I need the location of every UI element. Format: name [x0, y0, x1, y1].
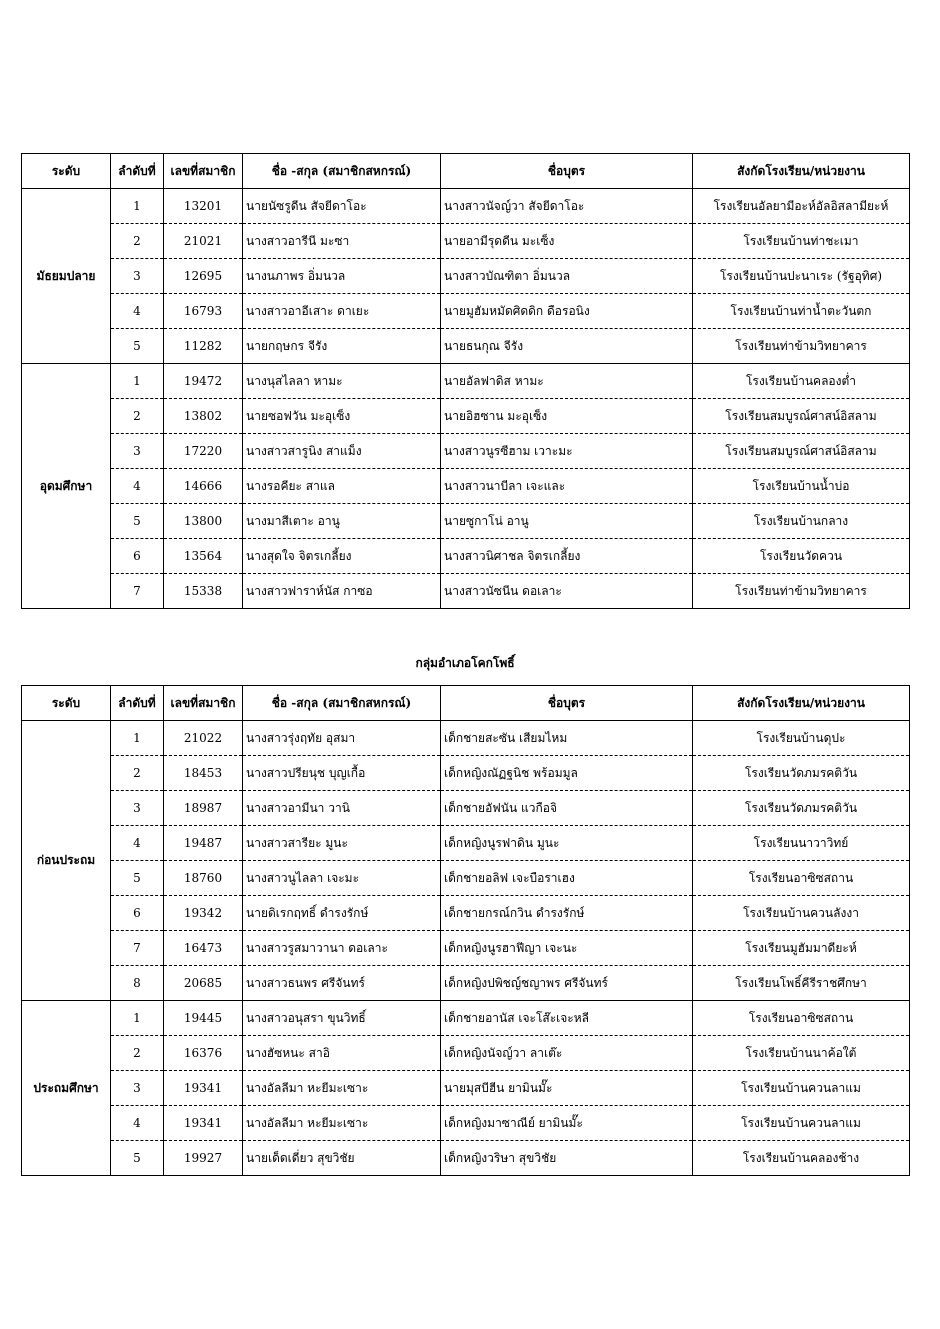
member-id-cell: 16473	[164, 931, 243, 966]
school-cell: โรงเรียนบ้านคลองช้าง	[693, 1141, 910, 1176]
child-name-cell: เด็กชายอลิฟ เจะบือราเฮง	[441, 861, 693, 896]
member-name-cell: นางอัลลีมา หะยีมะเซาะ	[243, 1071, 441, 1106]
child-name-cell: เด็กหญิงวริษา สุขวิชัย	[441, 1141, 693, 1176]
table-row	[22, 1071, 910, 1106]
child-name-cell: นายมุสบีฮีน ยามินมั๊ะ	[441, 1071, 693, 1106]
table-row	[22, 399, 910, 434]
child-name-cell: นายซูกาโน่ อานู	[441, 504, 693, 539]
school-cell: โรงเรียนบ้านท่าน้ำตะวันตก	[693, 294, 910, 329]
header-child-name: ชื่อบุตร	[441, 154, 693, 189]
table-row	[22, 434, 910, 469]
member-id-cell: 20685	[164, 966, 243, 1001]
child-name-cell: นางสาวนัจญ์วา สัจยีดาโอะ	[441, 189, 693, 224]
level-cell: อุดมศึกษา	[22, 364, 111, 609]
member-id-cell: 16793	[164, 294, 243, 329]
school-cell: โรงเรียนสมบูรณ์ศาสน์อิสลาม	[693, 399, 910, 434]
header-order: ลำดับที่	[111, 154, 164, 189]
table-row	[22, 574, 910, 609]
table-row	[22, 1036, 910, 1071]
table-row	[22, 1001, 910, 1036]
order-cell: 7	[111, 931, 164, 966]
child-name-cell: เด็กชายสะซัน เสียมไหม	[441, 721, 693, 756]
header-member-name: ชื่อ -สกุล (สมาชิกสหกรณ์)	[243, 154, 441, 189]
member-id-cell: 18987	[164, 791, 243, 826]
member-name-cell: นายซอฟวัน มะอุเซ็ง	[243, 399, 441, 434]
member-id-cell: 13800	[164, 504, 243, 539]
table-row	[22, 931, 910, 966]
header-order: ลำดับที่	[111, 686, 164, 721]
level-cell: มัธยมปลาย	[22, 189, 111, 364]
school-cell: โรงเรียนวัดควน	[693, 539, 910, 574]
order-cell: 5	[111, 1141, 164, 1176]
table-body	[22, 721, 910, 1176]
scholarship-table-2	[21, 685, 910, 1176]
order-cell: 1	[111, 1001, 164, 1036]
school-cell: โรงเรียนบ้านกลาง	[693, 504, 910, 539]
table-row	[22, 329, 910, 364]
order-cell: 6	[111, 896, 164, 931]
table-row	[22, 189, 910, 224]
order-cell: 2	[111, 224, 164, 259]
order-cell: 3	[111, 791, 164, 826]
header-level: ระดับ	[22, 154, 111, 189]
member-name-cell: นางฮัซหนะ สาอิ	[243, 1036, 441, 1071]
child-name-cell: เด็กหญิงมาซาณีย์ ยามินมั๊ะ	[441, 1106, 693, 1141]
child-name-cell: เด็กหญิงณัฏฐนิช พร้อมมูล	[441, 756, 693, 791]
header-member-id: เลขที่สมาชิก	[164, 686, 243, 721]
member-name-cell: นางสาวอนุสรา ขุนวิทธิ์	[243, 1001, 441, 1036]
member-name-cell: นางสาวฟาราห์นัส กาซอ	[243, 574, 441, 609]
order-cell: 7	[111, 574, 164, 609]
order-cell: 1	[111, 364, 164, 399]
member-id-cell: 16376	[164, 1036, 243, 1071]
header-member-name: ชื่อ -สกุล (สมาชิกสหกรณ์)	[243, 686, 441, 721]
order-cell: 5	[111, 861, 164, 896]
member-name-cell: นางสาวธนพร ศรีจันทร์	[243, 966, 441, 1001]
order-cell: 4	[111, 469, 164, 504]
child-name-cell: เด็กหญิงนูรฮาฟีญา เจะนะ	[441, 931, 693, 966]
member-name-cell: นางสาวอามีนา วานิ	[243, 791, 441, 826]
table-row	[22, 966, 910, 1001]
member-name-cell: นางสาวสารียะ มูนะ	[243, 826, 441, 861]
school-cell: โรงเรียนนาวาวิทย์	[693, 826, 910, 861]
table-header-row	[22, 154, 910, 189]
child-name-cell: เด็กหญิงนูรฟาดิน มูนะ	[441, 826, 693, 861]
member-name-cell: นายดิเรกฤทธิ์ ดำรงรักษ์	[243, 896, 441, 931]
order-cell: 4	[111, 1106, 164, 1141]
member-name-cell: นางนุสไลลา หามะ	[243, 364, 441, 399]
member-id-cell: 12695	[164, 259, 243, 294]
child-name-cell: นางสาวนูรซีฮาม เวาะมะ	[441, 434, 693, 469]
child-name-cell: นายอามีรุดดีน มะเซ็ง	[441, 224, 693, 259]
member-name-cell: นายนัซรูดีน สัจยีดาโอะ	[243, 189, 441, 224]
member-name-cell: นางรอคียะ สาแล	[243, 469, 441, 504]
scholarship-table-1	[21, 153, 910, 609]
header-member-id: เลขที่สมาชิก	[164, 154, 243, 189]
order-cell: 3	[111, 1071, 164, 1106]
member-name-cell: นางสุดใจ จิตรเกลี้ยง	[243, 539, 441, 574]
school-cell: โรงเรียนวัดภมรคติวัน	[693, 791, 910, 826]
table-row	[22, 756, 910, 791]
school-cell: โรงเรียนท่าข้ามวิทยาคาร	[693, 329, 910, 364]
member-id-cell: 21022	[164, 721, 243, 756]
header-level: ระดับ	[22, 686, 111, 721]
member-name-cell: นางสาวอาอีเสาะ ดาเยะ	[243, 294, 441, 329]
member-id-cell: 19472	[164, 364, 243, 399]
member-id-cell: 13201	[164, 189, 243, 224]
order-cell: 1	[111, 189, 164, 224]
member-name-cell: นางอัลลีมา หะยีมะเซาะ	[243, 1106, 441, 1141]
table-row	[22, 364, 910, 399]
order-cell: 1	[111, 721, 164, 756]
child-name-cell: นายอัลฟาดิส หามะ	[441, 364, 693, 399]
school-cell: โรงเรียนบ้านน้ำบ่อ	[693, 469, 910, 504]
school-cell: โรงเรียนโพธิ์คีรีราชศึกษา	[693, 966, 910, 1001]
member-id-cell: 14666	[164, 469, 243, 504]
table-row	[22, 896, 910, 931]
member-id-cell: 19927	[164, 1141, 243, 1176]
school-cell: โรงเรียนบ้านควนลาแม	[693, 1106, 910, 1141]
member-id-cell: 19445	[164, 1001, 243, 1036]
table-row	[22, 861, 910, 896]
school-cell: โรงเรียนอัลยามีอะห์อัลอิสลามียะห์	[693, 189, 910, 224]
child-name-cell: นายอิฮซาน มะอุเซ็ง	[441, 399, 693, 434]
child-name-cell: นายธนกุณ จีรัง	[441, 329, 693, 364]
school-cell: โรงเรียนบ้านควนลาแม	[693, 1071, 910, 1106]
child-name-cell: นายมูฮัมหมัดศิดดิก ดือรอนิง	[441, 294, 693, 329]
table-row	[22, 259, 910, 294]
child-name-cell: เด็กหญิงนัจญ์วา ลาเต๊ะ	[441, 1036, 693, 1071]
table-row	[22, 791, 910, 826]
order-cell: 8	[111, 966, 164, 1001]
order-cell: 5	[111, 504, 164, 539]
order-cell: 3	[111, 434, 164, 469]
school-cell: โรงเรียนบ้านปะนาเระ (รัฐอุทิศ)	[693, 259, 910, 294]
member-id-cell: 19341	[164, 1106, 243, 1141]
member-id-cell: 19341	[164, 1071, 243, 1106]
table-header-row	[22, 686, 910, 721]
table-row	[22, 294, 910, 329]
header-school: สังกัดโรงเรียน/หน่วยงาน	[693, 154, 910, 189]
member-name-cell: นางสาวสารูนิง สาแม็ง	[243, 434, 441, 469]
school-cell: โรงเรียนมูฮัมมาดียะห์	[693, 931, 910, 966]
level-cell: ประถมศึกษา	[22, 1001, 111, 1176]
member-name-cell: นางสาวนูไลลา เจะมะ	[243, 861, 441, 896]
child-name-cell: เด็กชายกรณ์กวิน ดำรงรักษ์	[441, 896, 693, 931]
order-cell: 2	[111, 756, 164, 791]
group-title: กลุ่มอำเภอโคกโพธิ์	[415, 656, 515, 670]
member-name-cell: นางมาสีเตาะ อานู	[243, 504, 441, 539]
member-name-cell: นางสาวรูสมาวานา ดอเลาะ	[243, 931, 441, 966]
school-cell: โรงเรียนท่าข้ามวิทยาคาร	[693, 574, 910, 609]
member-name-cell: นางสาวรุ่งฤทัย อุสมา	[243, 721, 441, 756]
member-id-cell: 15338	[164, 574, 243, 609]
table-row	[22, 826, 910, 861]
member-id-cell: 13802	[164, 399, 243, 434]
member-id-cell: 19487	[164, 826, 243, 861]
order-cell: 3	[111, 259, 164, 294]
child-name-cell: นางสาวบัณฑิตา อิ่มนวล	[441, 259, 693, 294]
member-name-cell: นายเด็ดเดี่ยว สุขวิชัย	[243, 1141, 441, 1176]
school-cell: โรงเรียนอาซิซสถาน	[693, 1001, 910, 1036]
order-cell: 2	[111, 399, 164, 434]
level-cell: ก่อนประถม	[22, 721, 111, 1001]
member-id-cell: 21021	[164, 224, 243, 259]
member-id-cell: 19342	[164, 896, 243, 931]
member-name-cell: นางนภาพร อิ่มนวล	[243, 259, 441, 294]
order-cell: 6	[111, 539, 164, 574]
order-cell: 5	[111, 329, 164, 364]
table-row	[22, 539, 910, 574]
child-name-cell: นางสาวนิศาชล จิตรเกลี้ยง	[441, 539, 693, 574]
school-cell: โรงเรียนวัดภมรคติวัน	[693, 756, 910, 791]
child-name-cell: นางสาวนาบีลา เจะและ	[441, 469, 693, 504]
member-id-cell: 18760	[164, 861, 243, 896]
table-row	[22, 469, 910, 504]
school-cell: โรงเรียนอาซิซสถาน	[693, 861, 910, 896]
table-body	[22, 189, 910, 609]
table-row	[22, 504, 910, 539]
school-cell: โรงเรียนสมบูรณ์ศาสน์อิสลาม	[693, 434, 910, 469]
member-name-cell: นางสาวปรียนุช บุญเกื้อ	[243, 756, 441, 791]
school-cell: โรงเรียนบ้านดุปะ	[693, 721, 910, 756]
school-cell: โรงเรียนบ้านคลองต่ำ	[693, 364, 910, 399]
table-row	[22, 1141, 910, 1176]
header-school: สังกัดโรงเรียน/หน่วยงาน	[693, 686, 910, 721]
member-id-cell: 18453	[164, 756, 243, 791]
order-cell: 4	[111, 294, 164, 329]
member-name-cell: นายกฤษกร จีรัง	[243, 329, 441, 364]
table-row	[22, 721, 910, 756]
member-name-cell: นางสาวอารีนี มะซา	[243, 224, 441, 259]
table-row	[22, 224, 910, 259]
member-id-cell: 13564	[164, 539, 243, 574]
header-child-name: ชื่อบุตร	[441, 686, 693, 721]
school-cell: โรงเรียนบ้านนาค้อใต้	[693, 1036, 910, 1071]
school-cell: โรงเรียนบ้านท่าชะเมา	[693, 224, 910, 259]
child-name-cell: เด็กหญิงปพิชญ์ชญาพร ศรีจันทร์	[441, 966, 693, 1001]
child-name-cell: เด็กชายอัฟนัน แวกือจิ	[441, 791, 693, 826]
order-cell: 2	[111, 1036, 164, 1071]
order-cell: 4	[111, 826, 164, 861]
table-row	[22, 1106, 910, 1141]
member-id-cell: 11282	[164, 329, 243, 364]
school-cell: โรงเรียนบ้านควนลังงา	[693, 896, 910, 931]
child-name-cell: นางสาวนัซนีน ดอเลาะ	[441, 574, 693, 609]
member-id-cell: 17220	[164, 434, 243, 469]
child-name-cell: เด็กชายอานัส เจะโส๊ะเจะหลี	[441, 1001, 693, 1036]
